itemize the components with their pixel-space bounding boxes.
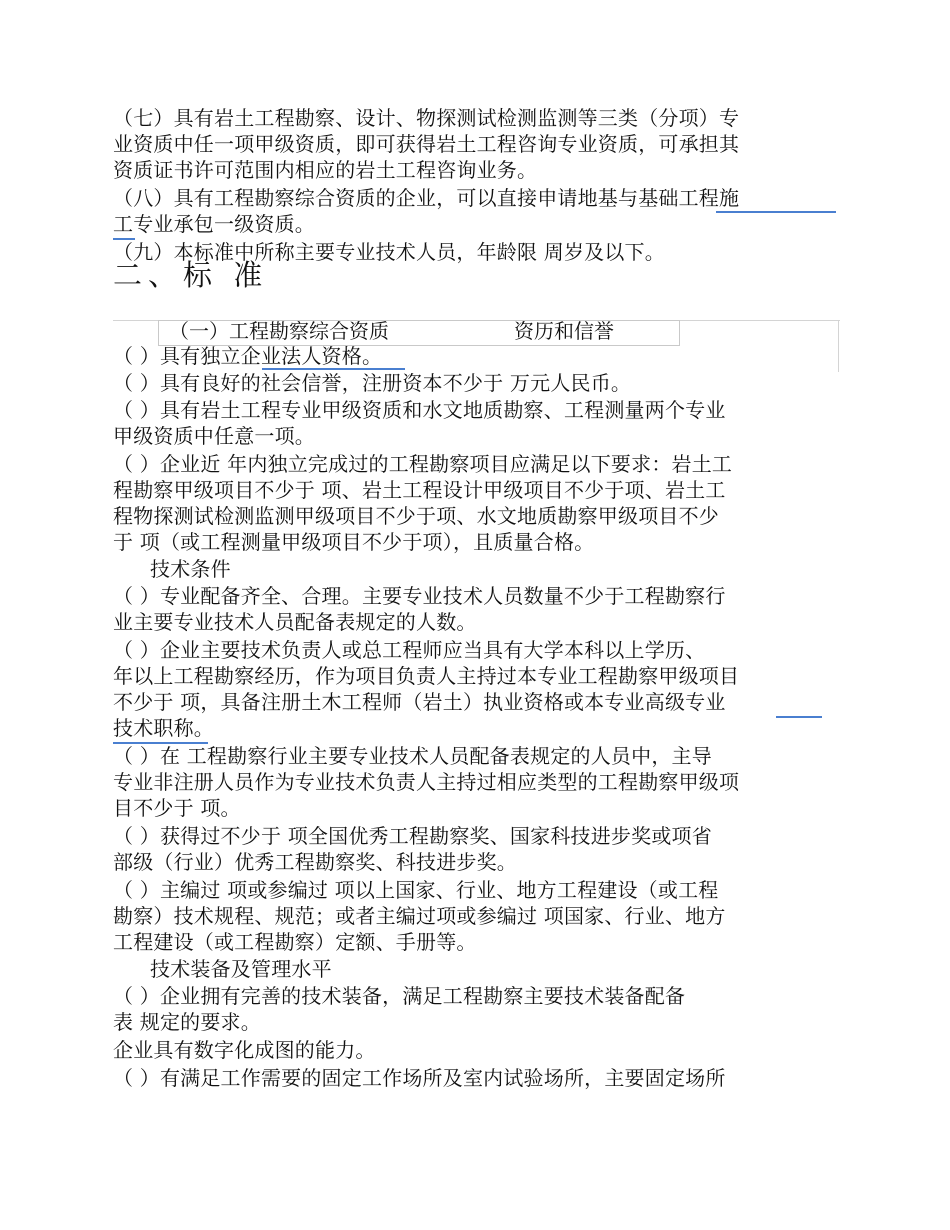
tech-condition-5-line-1: （ ）主编过 项或参编过 项以上国家、行业、地方工程建设（或工程 bbox=[113, 878, 719, 902]
credit-item-4-line-3: 程物探测试检测监测甲级项目不少于项、水文地质勘察甲级项目不少 bbox=[113, 504, 719, 528]
credit-item-1: （ ）具有独立企业法人资格。 bbox=[113, 344, 383, 368]
credit-item-2: （ ）具有良好的社会信誉，注册资本不少于 万元人民币。 bbox=[113, 371, 632, 395]
section-seven-line-3: 资质证书许可范围内相应的岩土工程咨询业务。 bbox=[113, 158, 538, 182]
credit-item-4-line-1: （ ）企业近 年内独立完成过的工程勘察项目应满足以下要求：岩土工 bbox=[113, 452, 733, 476]
section-seven-line-1: （七）具有岩土工程勘察、设计、物探测试检测监测等三类（分项）专 bbox=[113, 106, 740, 130]
credit-item-3-line-1: （ ）具有岩土工程专业甲级资质和水文地质勘察、工程测量两个专业 bbox=[113, 398, 726, 422]
equipment-item-1-line-1: （ ）企业拥有完善的技术装备，满足工程勘察主要技术装备配备 bbox=[113, 984, 686, 1008]
equipment-item-2: 企业具有数字化成图的能力。 bbox=[113, 1038, 376, 1062]
equipment-item-3-line-1: （ ）有满足工作需要的固定工作场所及室内试验场所，主要固定场所 bbox=[113, 1066, 726, 1090]
tech-condition-2-line-4: 技术职称。 bbox=[113, 716, 214, 740]
tech-condition-2-line-1: （ ）企业主要技术负责人或总工程师应当具有大学本科以上学历、 bbox=[113, 638, 706, 662]
table-cell-qualification: （一）工程勘察综合资质 bbox=[169, 319, 389, 343]
annotation-underline bbox=[262, 368, 405, 370]
section-eight-line-1: （八）具有工程勘察综合资质的企业，可以直接申请地基与基础工程施 bbox=[113, 186, 740, 210]
credit-item-4-line-2: 程勘察甲级项目不少于 项、岩土工程设计甲级项目不少于项、岩土工 bbox=[113, 478, 726, 502]
annotation-underline bbox=[716, 211, 836, 213]
tech-condition-5-line-3: 工程建设（或工程勘察）定额、手册等。 bbox=[113, 930, 477, 954]
credit-item-4-line-4: 于 项（或工程测量甲级项目不少于项），且质量合格。 bbox=[113, 530, 595, 554]
tech-condition-5-line-2: 勘察）技术规程、规范；或者主编过项或参编过 项国家、行业、地方 bbox=[113, 904, 726, 928]
tech-condition-2-line-2: 年以上工程勘察经历，作为项目负责人主持过本专业工程勘察甲级项目 bbox=[113, 664, 740, 688]
annotation-underline bbox=[113, 742, 208, 744]
tech-condition-2-line-3: 不少于 项，具备注册土木工程师（岩土）执业资格或本专业高级专业 bbox=[113, 690, 726, 714]
equipment-item-1-line-2: 表 规定的要求。 bbox=[113, 1010, 261, 1034]
tech-condition-3-line-3: 目不少于 项。 bbox=[113, 796, 241, 820]
annotation-underline bbox=[113, 238, 135, 240]
equipment-title: 技术装备及管理水平 bbox=[150, 957, 332, 981]
table-cell-credit: 资历和信誉 bbox=[514, 319, 614, 343]
section-nine-line: （九）本标准中所称主要专业技术人员，年龄限 周岁及以下。 bbox=[113, 240, 665, 264]
section-heading: 二、标 准 bbox=[113, 258, 269, 292]
tech-condition-3-line-2: 专业非注册人员作为专业技术负责人主持过相应类型的工程勘察甲级项 bbox=[113, 770, 740, 794]
tech-condition-1-line-1: （ ）专业配备齐全、合理。主要专业技术人员数量不少于工程勘察行 bbox=[113, 584, 726, 608]
tech-conditions-title: 技术条件 bbox=[150, 557, 231, 581]
annotation-underline bbox=[776, 716, 822, 718]
section-seven-line-2: 业资质中任一项甲级资质，即可获得岩土工程咨询专业资质，可承担其 bbox=[113, 132, 740, 156]
tech-condition-4-line-1: （ ）获得过不少于 项全国优秀工程勘察奖、国家科技进步奖或项省 bbox=[113, 824, 712, 848]
tech-condition-4-line-2: 部级（行业）优秀工程勘察奖、科技进步奖。 bbox=[113, 850, 517, 874]
table-right-rule bbox=[838, 320, 839, 372]
section-eight-line-2: 工专业承包一级资质。 bbox=[113, 212, 315, 236]
tech-condition-3-line-1: （ ）在 工程勘察行业主要专业技术人员配备表规定的人员中，主导 bbox=[113, 744, 712, 768]
tech-condition-1-line-2: 业主要专业技术人员配备表规定的人数。 bbox=[113, 610, 477, 634]
credit-item-3-line-2: 甲级资质中任意一项。 bbox=[113, 424, 315, 448]
